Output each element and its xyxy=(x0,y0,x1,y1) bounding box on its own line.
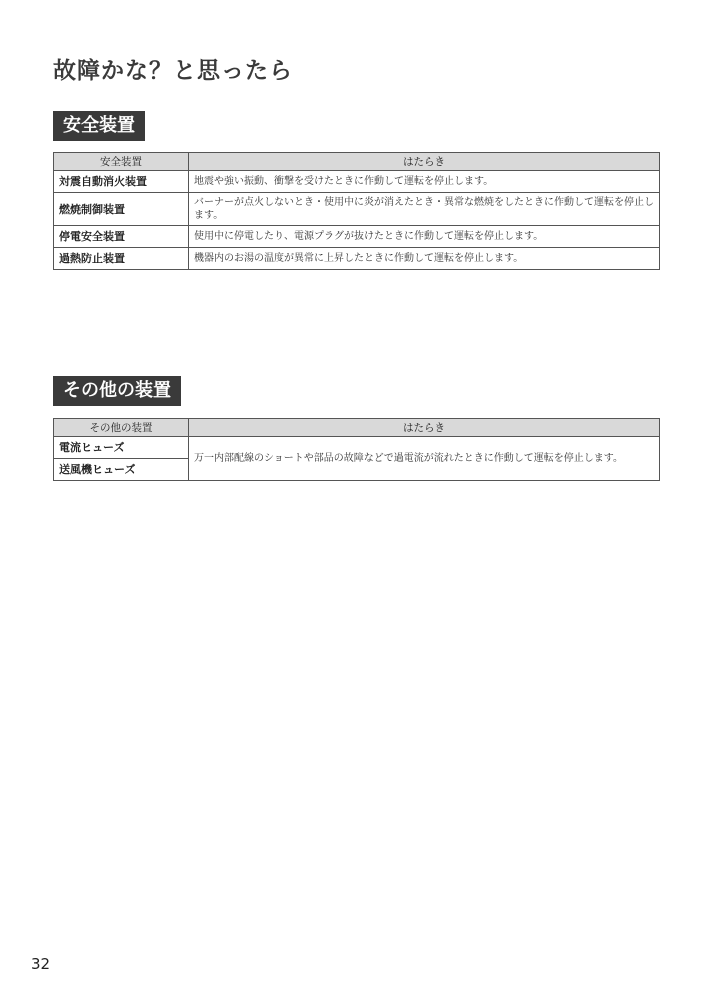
device-name: 過熱防止装置 xyxy=(54,248,189,270)
other-devices-table xyxy=(53,418,660,481)
safety-devices-heading: 安全装置 xyxy=(53,111,145,141)
device-name: 電流ヒューズ xyxy=(54,437,189,459)
table-row xyxy=(54,193,660,226)
device-name: 送風機ヒューズ xyxy=(54,459,189,481)
table-row xyxy=(54,226,660,248)
page-title: 故障かな？と思ったら xyxy=(53,58,293,84)
table-row xyxy=(54,171,660,193)
column-header-device: 安全装置 xyxy=(54,153,189,171)
table-header-row xyxy=(54,419,660,437)
device-function: 使用中に停電したり、電源プラグが抜けたときに作動して運転を停止します。 xyxy=(189,226,660,248)
safety-devices-table xyxy=(53,152,660,270)
device-name: 停電安全装置 xyxy=(54,226,189,248)
device-name: 対震自動消火装置 xyxy=(54,171,189,193)
device-name: 燃焼制御装置 xyxy=(54,193,189,226)
table-row xyxy=(54,437,660,459)
column-header-function: はたらき xyxy=(189,419,660,437)
page-number: 32 xyxy=(31,955,51,973)
device-function: 機器内のお湯の温度が異常に上昇したときに作動して運転を停止します。 xyxy=(189,248,660,270)
column-header-function: はたらき xyxy=(189,153,660,171)
column-header-device: その他の装置 xyxy=(54,419,189,437)
device-function: 地震や強い振動、衝撃を受けたときに作動して運転を停止します。 xyxy=(189,171,660,193)
table-header-row xyxy=(54,153,660,171)
table-row xyxy=(54,248,660,270)
other-devices-heading: その他の装置 xyxy=(53,376,181,406)
device-function: バーナーが点火しないとき・使用中に炎が消えたとき・異常な燃焼をしたときに作動して運転を停止します。 xyxy=(189,193,660,226)
device-function: 万一内部配線のショートや部品の故障などで過電流が流れたときに作動して運転を停止します。 xyxy=(189,437,660,481)
